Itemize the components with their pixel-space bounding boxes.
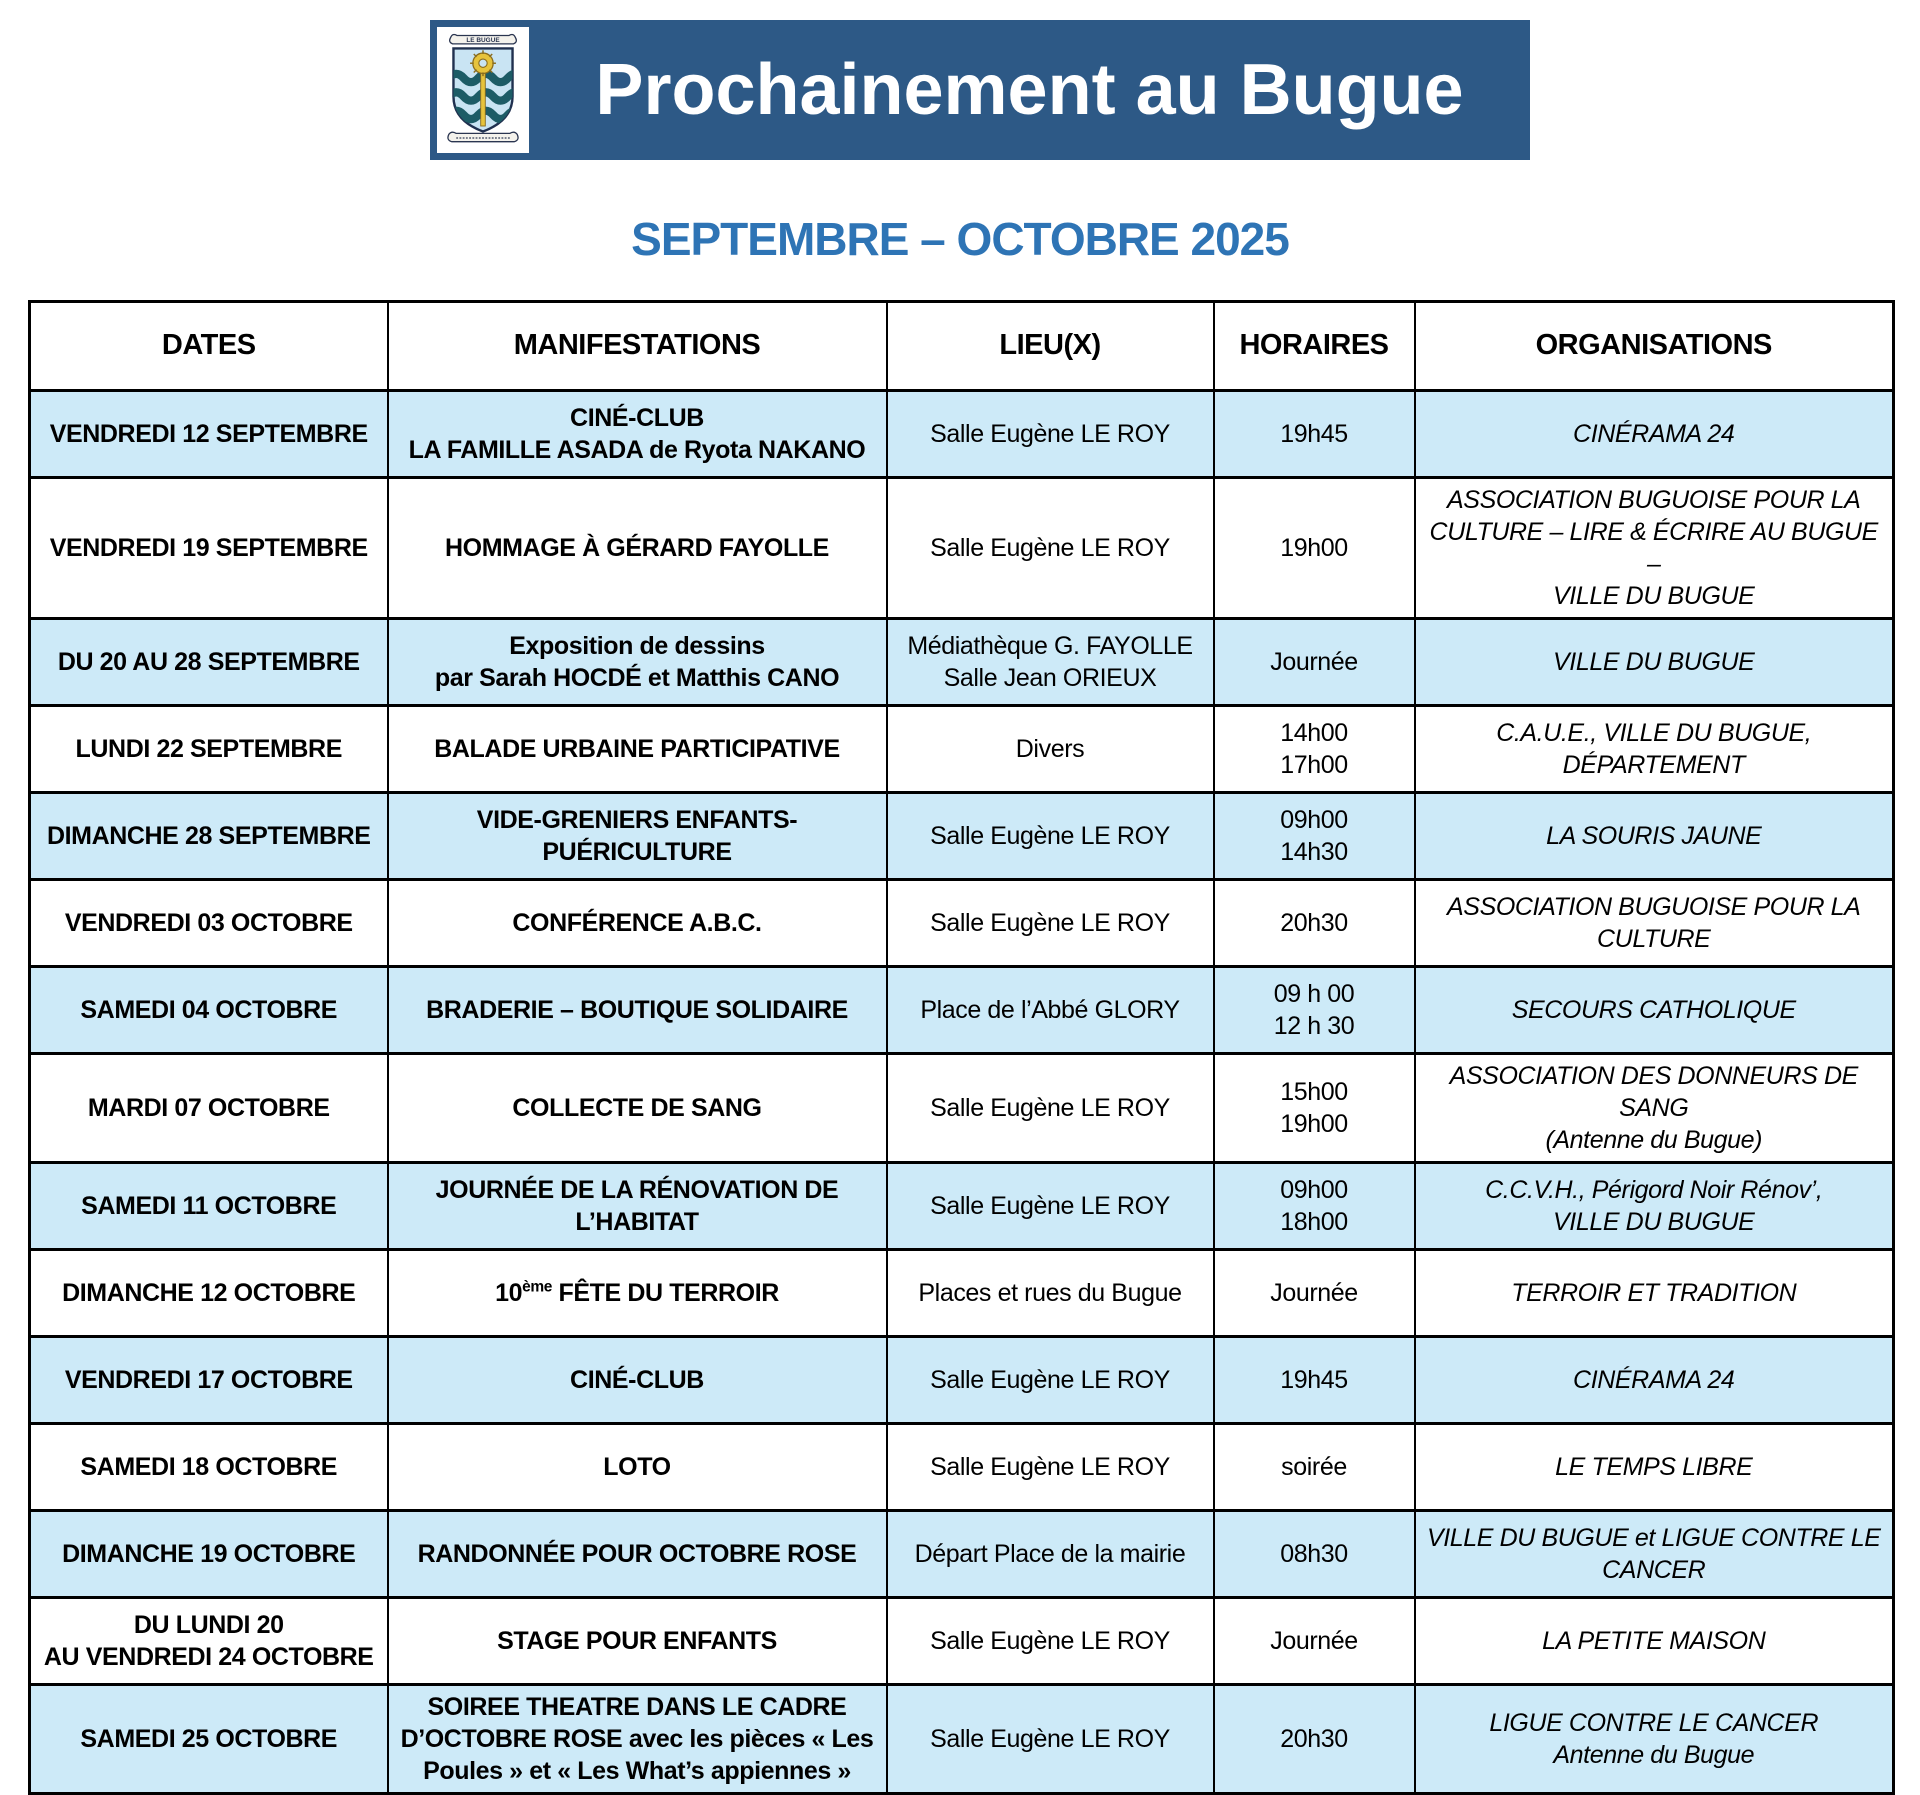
event-row [30,793,1894,880]
cell-organisations: LIGUE CONTRE LE CANCER Antenne du Bugue [1415,1685,1894,1794]
cell-horaires: 14h00 17h00 [1214,706,1415,793]
cell-dates: DIMANCHE 19 OCTOBRE [30,1511,388,1598]
cell-dates: DIMANCHE 28 SEPTEMBRE [30,793,388,880]
table-header-row [30,302,1894,391]
cell-lieux: Médiathèque G. FAYOLLE Salle Jean ORIEUX [887,619,1214,706]
banner-title: Prochainement au Bugue [595,50,1464,130]
event-row [30,1685,1894,1794]
cell-manifestations: VIDE-GRENIERS ENFANTS- PUÉRICULTURE [388,793,887,880]
cell-horaires: 19h45 [1214,1337,1415,1424]
cell-organisations: LE TEMPS LIBRE [1415,1424,1894,1511]
cell-manifestations: CINÉ-CLUB [388,1337,887,1424]
cell-dates: VENDREDI 19 SEPTEMBRE [30,478,388,619]
cell-organisations: ASSOCIATION DES DONNEURS DE SANG (Antenne du Bugue) [1415,1054,1894,1163]
column-header: ORGANISATIONS [1415,302,1894,391]
cell-dates: DU 20 AU 28 SEPTEMBRE [30,619,388,706]
cell-manifestations: JOURNÉE DE LA RÉNOVATION DE L’HABITAT [388,1163,887,1250]
cell-manifestations: SOIREE THEATRE DANS LE CADRE D’OCTOBRE ROSE avec les pièces « Les Poules » et « Les What’s appiennes » [388,1685,887,1794]
cell-dates: DU LUNDI 20 AU VENDREDI 24 OCTOBRE [30,1598,388,1685]
cell-horaires: 08h30 [1214,1511,1415,1598]
cell-lieux: Salle Eugène LE ROY [887,391,1214,478]
cell-manifestations: COLLECTE DE SANG [388,1054,887,1163]
cell-organisations: TERROIR ET TRADITION [1415,1250,1894,1337]
cell-lieux: Salle Eugène LE ROY [887,1685,1214,1794]
cell-horaires: 19h00 [1214,478,1415,619]
cell-horaires: 15h00 19h00 [1214,1054,1415,1163]
cell-organisations: VILLE DU BUGUE et LIGUE CONTRE LE CANCER [1415,1511,1894,1598]
cell-organisations: C.A.U.E., VILLE DU BUGUE, DÉPARTEMENT [1415,706,1894,793]
cell-lieux: Salle Eugène LE ROY [887,1337,1214,1424]
cell-lieux: Salle Eugène LE ROY [887,880,1214,967]
event-row [30,880,1894,967]
event-row [30,1337,1894,1424]
town-crest-logo [437,27,529,153]
cell-manifestations: LOTO [388,1424,887,1511]
cell-dates: VENDREDI 03 OCTOBRE [30,880,388,967]
cell-dates: MARDI 07 OCTOBRE [30,1054,388,1163]
event-row [30,1054,1894,1163]
cell-manifestations: 10ème FÊTE DU TERROIR [388,1250,887,1337]
cell-horaires: 20h30 [1214,880,1415,967]
column-header: MANIFESTATIONS [388,302,887,391]
cell-horaires: soirée [1214,1424,1415,1511]
cell-horaires: 20h30 [1214,1685,1415,1794]
column-header: HORAIRES [1214,302,1415,391]
event-row [30,619,1894,706]
cell-dates: VENDREDI 12 SEPTEMBRE [30,391,388,478]
event-row [30,478,1894,619]
cell-dates: DIMANCHE 12 OCTOBRE [30,1250,388,1337]
event-row [30,1511,1894,1598]
crest-scroll-text: LE BUGUE [466,37,500,44]
cell-organisations: ASSOCIATION BUGUOISE POUR LA CULTURE – LIRE & ÉCRIRE AU BUGUE – VILLE DU BUGUE [1415,478,1894,619]
cell-organisations: ASSOCIATION BUGUOISE POUR LA CULTURE [1415,880,1894,967]
event-row [30,1163,1894,1250]
cell-manifestations: RANDONNÉE POUR OCTOBRE ROSE [388,1511,887,1598]
cell-dates: SAMEDI 11 OCTOBRE [30,1163,388,1250]
cell-horaires: 09h00 14h30 [1214,793,1415,880]
header-banner [430,20,1530,160]
cell-organisations: SECOURS CATHOLIQUE [1415,967,1894,1054]
cell-dates: LUNDI 22 SEPTEMBRE [30,706,388,793]
column-header: LIEU(X) [887,302,1214,391]
cell-manifestations: CONFÉRENCE A.B.C. [388,880,887,967]
cell-lieux: Salle Eugène LE ROY [887,1598,1214,1685]
cell-lieux: Salle Eugène LE ROY [887,1163,1214,1250]
event-row [30,706,1894,793]
cell-manifestations: CINÉ-CLUB LA FAMILLE ASADA de Ryota NAKANO [388,391,887,478]
event-row [30,967,1894,1054]
cell-organisations: CINÉRAMA 24 [1415,391,1894,478]
event-row [30,1598,1894,1685]
cell-dates: VENDREDI 17 OCTOBRE [30,1337,388,1424]
cell-dates: SAMEDI 04 OCTOBRE [30,967,388,1054]
event-row [30,391,1894,478]
cell-organisations: LA PETITE MAISON [1415,1598,1894,1685]
cell-horaires: 09 h 00 12 h 30 [1214,967,1415,1054]
cell-lieux: Salle Eugène LE ROY [887,793,1214,880]
cell-manifestations: BRADERIE – BOUTIQUE SOLIDAIRE [388,967,887,1054]
cell-organisations: CINÉRAMA 24 [1415,1337,1894,1424]
cell-lieux: Place de l’Abbé GLORY [887,967,1214,1054]
cell-manifestations: BALADE URBAINE PARTICIPATIVE [388,706,887,793]
cell-dates: SAMEDI 18 OCTOBRE [30,1424,388,1511]
cell-manifestations: STAGE POUR ENFANTS [388,1598,887,1685]
coat-of-arms-icon [440,30,526,150]
cell-lieux: Salle Eugène LE ROY [887,1424,1214,1511]
cell-horaires: 19h45 [1214,391,1415,478]
cell-horaires: Journée [1214,1250,1415,1337]
cell-horaires: Journée [1214,1598,1415,1685]
page-title: SEPTEMBRE – OCTOBRE 2025 [631,213,1289,265]
cell-lieux: Départ Place de la mairie [887,1511,1214,1598]
cell-horaires: Journée [1214,619,1415,706]
cell-dates: SAMEDI 25 OCTOBRE [30,1685,388,1794]
cell-manifestations: HOMMAGE À GÉRARD FAYOLLE [388,478,887,619]
cell-manifestations: Exposition de dessins par Sarah HOCDÉ et Matthis CANO [388,619,887,706]
cell-lieux: Salle Eugène LE ROY [887,1054,1214,1163]
cell-organisations: VILLE DU BUGUE [1415,619,1894,706]
cell-lieux: Salle Eugène LE ROY [887,478,1214,619]
cell-organisations: LA SOURIS JAUNE [1415,793,1894,880]
cell-horaires: 09h00 18h00 [1214,1163,1415,1250]
cell-lieux: Divers [887,706,1214,793]
events-table [28,300,1895,1795]
column-header: DATES [30,302,388,391]
cell-lieux: Places et rues du Bugue [887,1250,1214,1337]
event-row [30,1250,1894,1337]
event-row [30,1424,1894,1511]
cell-organisations: C.C.V.H., Périgord Noir Rénov’, VILLE DU BUGUE [1415,1163,1894,1250]
